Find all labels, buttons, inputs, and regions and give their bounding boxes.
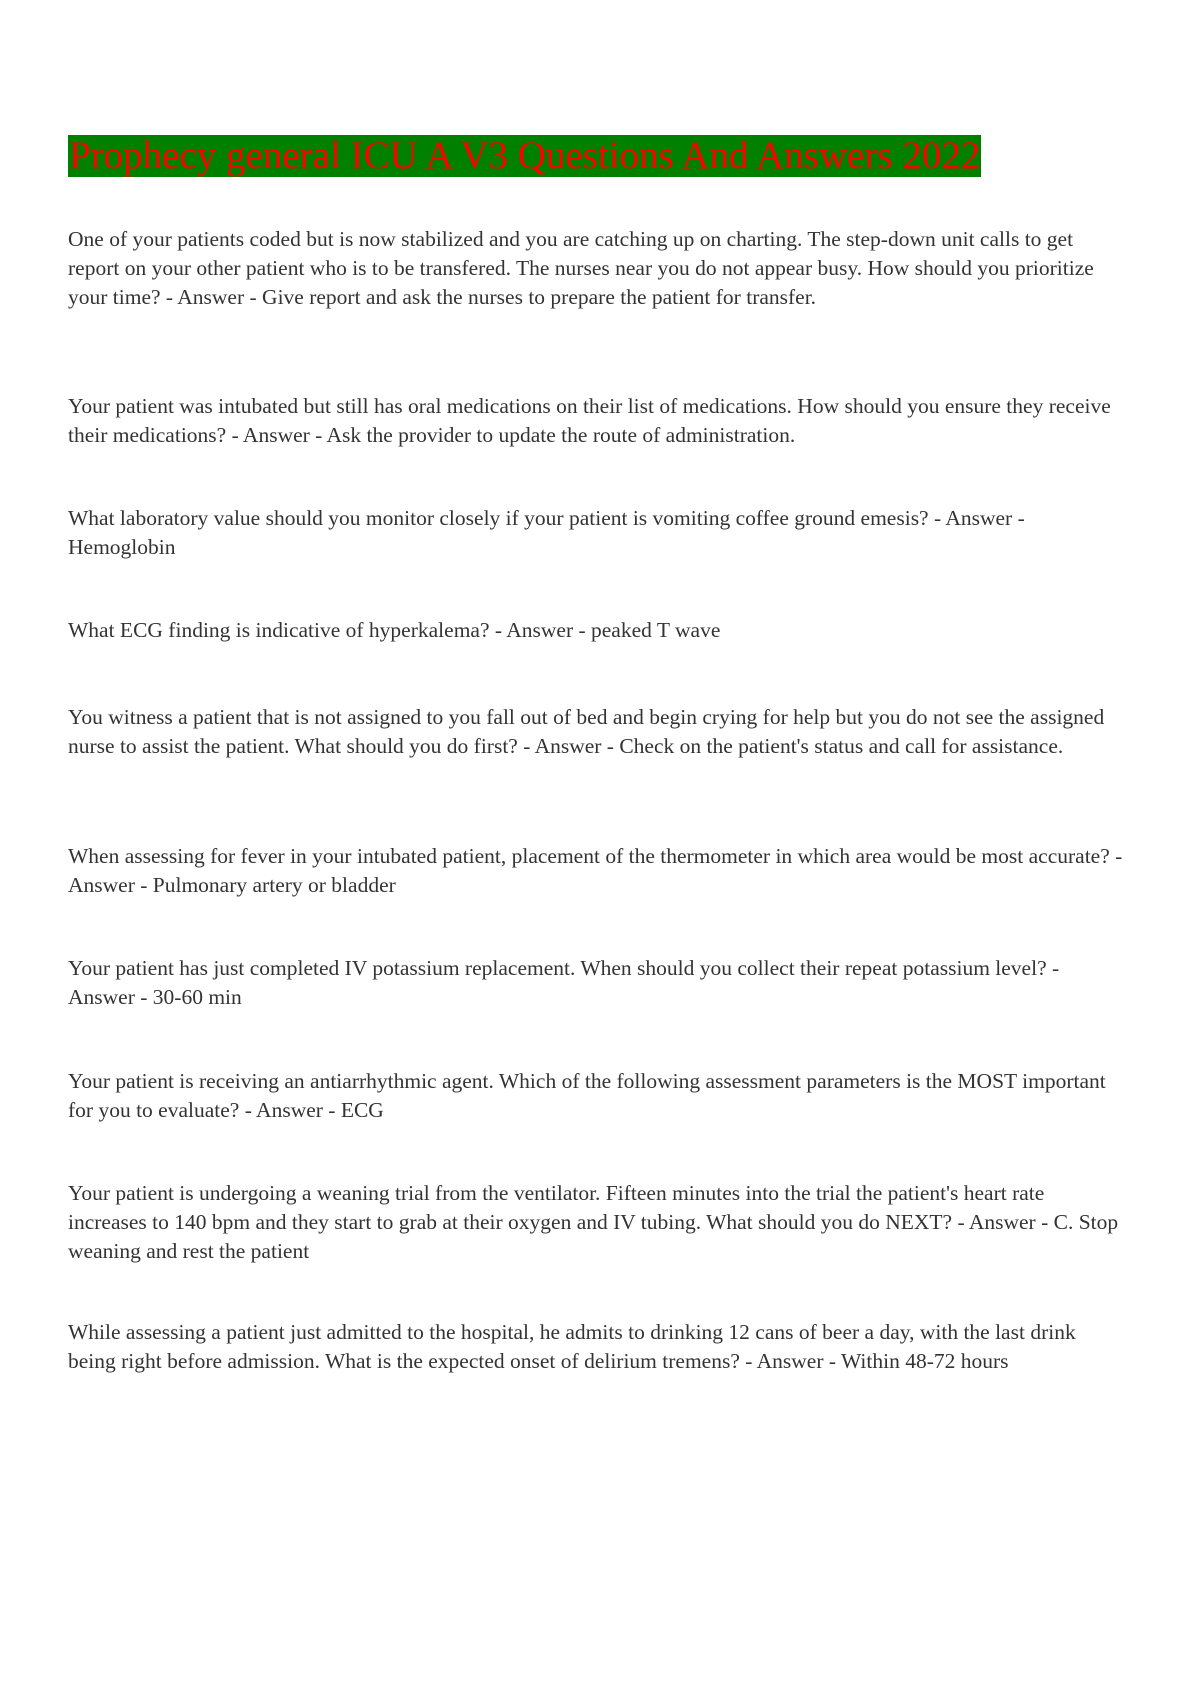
title-bar	[68, 135, 981, 177]
qa-item-5: You witness a patient that is not assigned to you fall out of bed and begin crying for help but you do not see the assigned nurse to assist the patient. What should you do first? - Answer - Check on the patient's status and call for assistance.	[68, 705, 1105, 758]
qa-item-9: Your patient is undergoing a weaning trial from the ventilator. Fifteen minutes into the trial the patient's heart rate increases to 140 bpm and they start to grab at their oxygen and IV tubing. What should you do NEXT? - Answer - C. Stop weaning and rest the patient	[68, 1181, 1119, 1263]
qa-item-3: What laboratory value should you monitor closely if your patient is vomiting coffee ground emesis? - Answer - Hemoglobin	[68, 506, 1025, 559]
qa-item-7: Your patient has just completed IV potassium replacement. When should you collect their repeat potassium level? - Answer - 30-60 min	[68, 956, 1060, 1009]
qa-item-6: When assessing for fever in your intubated patient, placement of the thermometer in which area would be most accurate? - Answer - Pulmonary artery or bladder	[68, 844, 1123, 897]
qa-item-1: One of your patients coded but is now stabilized and you are catching up on charting. The step-down unit calls to get report on your other patient who is to be transfered. The nurses near you do not appear busy. How should you prioritize your time? - Answer - Give report and ask the nurses to prepare the patient for transfer.	[68, 227, 1094, 309]
qa-item-2: Your patient was intubated but still has oral medications on their list of medications. How should you ensure they receive their medications? - Answer - Ask the provider to update the route of administration.	[68, 394, 1111, 447]
qa-item-8: Your patient is receiving an antiarrhythmic agent. Which of the following assessment parameters is the MOST important for you to evaluate? - Answer - ECG	[68, 1069, 1106, 1122]
qa-item-10: While assessing a patient just admitted to the hospital, he admits to drinking 12 cans of beer a day, with the last drink being right before admission. What is the expected onset of delirium tremens? - Answer - Within 48-72 hours	[68, 1320, 1076, 1373]
document-title: Prophecy general ICU A V3 Questions And Answers 2022	[69, 134, 981, 177]
qa-item-4: What ECG finding is indicative of hyperkalema? - Answer - peaked T wave	[68, 618, 721, 642]
